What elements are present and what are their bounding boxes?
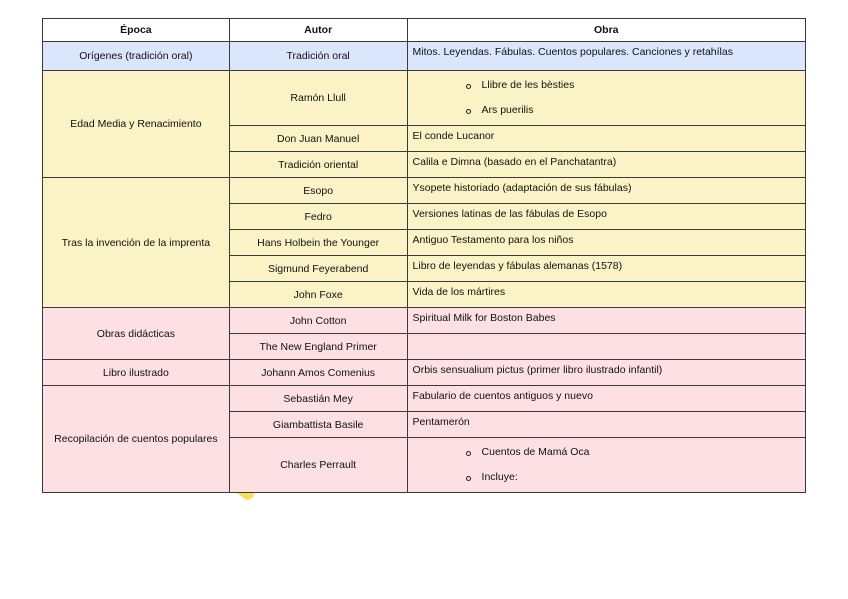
- obra-list: [408, 438, 805, 492]
- obra-cell: [407, 334, 805, 360]
- obra-cell: Fabulario de cuentos antiguos y nuevo: [407, 386, 805, 412]
- obra-cell: Orbis sensualium pictus (primer libro ilustrado infantil): [407, 360, 805, 386]
- header-epoca: Época: [43, 19, 230, 42]
- obra-cell: Calila e Dimna (basado en el Panchatantra): [407, 152, 805, 178]
- table-row: [43, 42, 806, 71]
- epoca-cell: Obras didácticas: [43, 308, 230, 360]
- table-row: [43, 178, 806, 204]
- header-row: [43, 19, 806, 42]
- autor-cell: Esopo: [229, 178, 407, 204]
- header-autor: Autor: [229, 19, 407, 42]
- list-item: Ars puerilis: [466, 98, 805, 123]
- autor-cell: John Foxe: [229, 282, 407, 308]
- autor-cell: The New England Primer: [229, 334, 407, 360]
- epoca-cell: Edad Media y Renacimiento: [43, 71, 230, 178]
- list-item: Llibre de les bèsties: [466, 73, 805, 98]
- autor-cell: Hans Holbein the Younger: [229, 230, 407, 256]
- obra-cell: Pentamerón: [407, 412, 805, 438]
- epoca-cell: Libro ilustrado: [43, 360, 230, 386]
- table-row: [43, 71, 806, 126]
- autor-cell: Tradición oral: [229, 42, 407, 71]
- autor-cell: John Cotton: [229, 308, 407, 334]
- autor-cell: Ramón Llull: [229, 71, 407, 126]
- list-item: Cuentos de Mamá Oca: [466, 440, 805, 465]
- obra-cell: El conde Lucanor: [407, 126, 805, 152]
- autor-cell: Sebastián Mey: [229, 386, 407, 412]
- autor-cell: Tradición oriental: [229, 152, 407, 178]
- obra-cell: Antiguo Testamento para los niños: [407, 230, 805, 256]
- obra-cell: Spiritual Milk for Boston Babes: [407, 308, 805, 334]
- obra-list: [408, 71, 805, 125]
- obra-cell: Mitos. Leyendas. Fábulas. Cuentos populares. Canciones y retahílas: [407, 42, 805, 71]
- table-row: [43, 308, 806, 334]
- table-row: [43, 360, 806, 386]
- autor-cell: Giambattista Basile: [229, 412, 407, 438]
- header-obra: Obra: [407, 19, 805, 42]
- obra-cell: [407, 71, 805, 126]
- obra-cell: Versiones latinas de las fábulas de Esopo: [407, 204, 805, 230]
- autor-cell: Fedro: [229, 204, 407, 230]
- epoca-cell: Orígenes (tradición oral): [43, 42, 230, 71]
- autor-cell: Johann Amos Comenius: [229, 360, 407, 386]
- epoca-cell: Recopilación de cuentos populares: [43, 386, 230, 493]
- autor-cell: Don Juan Manuel: [229, 126, 407, 152]
- autor-cell: Sigmund Feyerabend: [229, 256, 407, 282]
- obra-cell: Ysopete historiado (adaptación de sus fábulas): [407, 178, 805, 204]
- obra-cell: Libro de leyendas y fábulas alemanas (1578): [407, 256, 805, 282]
- literature-table: [42, 18, 806, 493]
- obra-cell: [407, 438, 805, 493]
- obra-cell: Vida de los mártires: [407, 282, 805, 308]
- autor-cell: Charles Perrault: [229, 438, 407, 493]
- table-row: [43, 386, 806, 412]
- epoca-cell: Tras la invención de la imprenta: [43, 178, 230, 308]
- list-item: Incluye:: [466, 465, 805, 490]
